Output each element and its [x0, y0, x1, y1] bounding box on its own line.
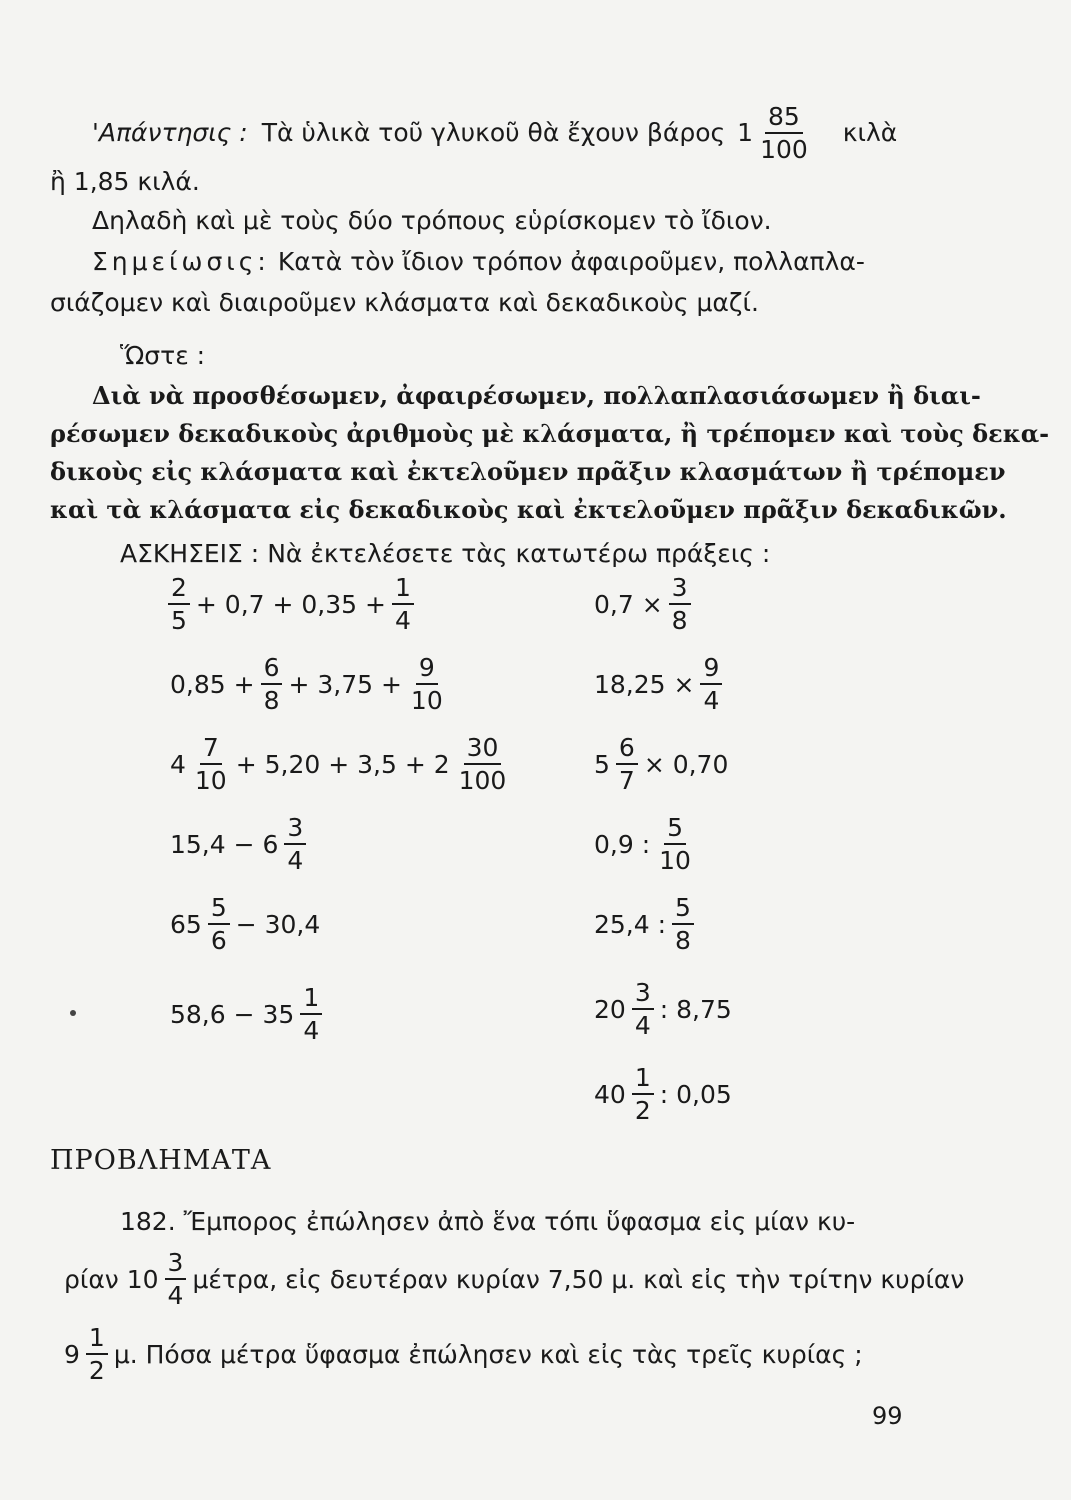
ex-l5-pre: 65	[170, 909, 202, 939]
answer-line-2: ἢ 1,85 κιλά.	[50, 167, 200, 196]
ex-r7-pre: 40	[594, 1079, 626, 1109]
exercise-left-4	[168, 815, 310, 873]
ex-r3-d1: 7	[618, 766, 635, 795]
exercise-left-6	[168, 985, 326, 1043]
ex-l2-n2: 9	[416, 655, 438, 685]
exercise-right-3	[592, 735, 730, 793]
answer-numerator: 85	[765, 104, 803, 134]
answer-unit: κιλὰ	[842, 118, 898, 147]
ex-r4-d1: 10	[659, 846, 691, 875]
problem-182-line-2	[62, 1250, 966, 1308]
ex-l4-pre: 15,4 − 6	[170, 829, 279, 859]
ex-r6-post: : 8,75	[659, 994, 732, 1024]
ex-l2-d1: 8	[263, 686, 280, 715]
ex-r7-post: : 0,05	[659, 1079, 732, 1109]
answer-text: Τὰ ὑλικὰ τοῦ γλυκοῦ θὰ ἔχουν βάρος	[261, 118, 726, 147]
ex-l6-pre: 58,6 − 35	[170, 999, 295, 1029]
ex-l1-mid: + 0,7 + 0,35 +	[195, 589, 386, 619]
exercise-right-6	[592, 980, 734, 1038]
ex-l2-mid: + 3,75 +	[288, 669, 402, 699]
ex-l4-n1: 3	[284, 815, 306, 845]
ex-r6-n1: 3	[632, 980, 654, 1010]
p182-l2-post: μέτρα, εἰς δευτέραν κυρίαν 7,50 μ. καὶ εἰς τὴν τρίτην κυρίαν	[192, 1264, 965, 1294]
exercise-right-1	[592, 575, 695, 633]
ex-l3-n1: 7	[200, 735, 222, 765]
note-line-2: σιάζομεν καὶ διαιροῦμεν κλάσματα καὶ δεκαδικοὺς μαζί.	[50, 288, 759, 317]
rule-line-2: ρέσωμεν δεκαδικοὺς ἀριθμοὺς μὲ κλάσματα, ἢ τρέπομεν καὶ τοὺς δεκα-	[50, 419, 1050, 448]
p182-l3-post: μ. Πόσα μέτρα ὕφασμα ἐπώλησεν καὶ εἰς τὰς τρεῖς κυρίας ;	[113, 1339, 863, 1369]
ex-r3-n1: 6	[616, 735, 638, 765]
ex-l5-post: − 30,4	[235, 909, 321, 939]
exercise-right-2	[592, 655, 726, 713]
ex-l2-n1: 6	[261, 655, 283, 685]
ex-l5-d1: 6	[210, 926, 227, 955]
ex-l3-d1: 10	[194, 766, 227, 795]
ex-l2-pre: 0,85 +	[170, 669, 255, 699]
ex-r7-n1: 1	[632, 1065, 654, 1095]
p182-l2-pre: ρίαν 10	[64, 1264, 159, 1294]
exercises-label: ΑΣΚΗΣΕΙΣ :	[120, 539, 260, 568]
ex-l6-d1: 4	[303, 1016, 320, 1045]
exercises-line	[120, 538, 770, 570]
ex-l3-n2: 30	[464, 735, 502, 765]
ex-l1-d1: 5	[171, 606, 187, 635]
ex-l2-d2: 10	[410, 686, 443, 715]
ex-l1-n2: 1	[392, 575, 414, 605]
ex-r1-n1: 3	[669, 575, 691, 605]
note-text-1: Κατὰ τὸν ἴδιον τρόπον ἀφαιροῦμεν, πολλαπλα-	[277, 247, 865, 276]
ex-r1-pre: 0,7 ×	[594, 589, 663, 619]
ex-l5-n1: 5	[208, 895, 230, 925]
exercise-right-5	[592, 895, 698, 953]
p182-l2-den: 4	[167, 1281, 184, 1310]
ex-l3-d2: 100	[458, 766, 507, 795]
ex-r7-d1: 2	[634, 1096, 651, 1125]
p182-l3-pre: 9	[64, 1339, 80, 1369]
ex-r6-d1: 4	[634, 1011, 651, 1040]
p182-l2-num: 3	[165, 1250, 187, 1280]
problems-heading: ΠΡΟΒΛΗΜΑΤΑ	[50, 1145, 272, 1176]
ex-r6-pre: 20	[594, 994, 626, 1024]
ex-r2-pre: 18,25 ×	[594, 669, 695, 699]
page-number: 99	[872, 1402, 903, 1430]
ex-l6-n1: 1	[300, 985, 322, 1015]
ex-r2-n1: 9	[700, 655, 722, 685]
answer-whole: 1	[737, 118, 754, 147]
answer-denominator: 100	[760, 135, 808, 164]
answer-line	[92, 104, 897, 162]
ex-r4-n1: 5	[664, 815, 686, 845]
exercise-left-2	[168, 655, 450, 713]
ex-l3-mid: + 5,20 + 3,5 + 2	[235, 749, 450, 779]
ex-r3-pre: 5	[594, 749, 610, 779]
ex-r3-post: × 0,70	[643, 749, 729, 779]
exercises-instruction: Νὰ ἐκτελέσετε τὰς κατωτέρω πράξεις :	[267, 539, 771, 568]
rule-line-3: δικοὺς εἰς κλάσματα καὶ ἐκτελοῦμεν πρᾶξιν κλασμάτων ἢ τρέπομεν	[50, 457, 1006, 486]
ex-l3-w1: 4	[170, 749, 186, 779]
answer-fraction	[757, 104, 811, 162]
ex-r5-n1: 5	[672, 895, 694, 925]
note-label: Σημείωσις:	[92, 247, 270, 276]
note-line-1	[92, 246, 865, 278]
ex-r1-d1: 8	[671, 606, 688, 635]
p182-l3-den: 2	[88, 1356, 105, 1385]
rule-line-1: Διὰ νὰ προσθέσωμεν, ἀφαιρέσωμεν, πολλαπλασιάσωμεν ἢ διαι-	[92, 381, 981, 410]
exercise-right-7	[592, 1065, 734, 1123]
ex-r5-d1: 8	[675, 926, 691, 955]
hence-label: Ὥστε :	[120, 341, 206, 370]
exercise-right-4	[592, 815, 698, 873]
rule-line-4: καὶ τὰ κλάσματα εἰς δεκαδικοὺς καὶ ἐκτελοῦμεν πρᾶξιν δεκαδικῶν.	[50, 495, 1007, 524]
ex-r4-pre: 0,9 :	[594, 829, 651, 859]
ink-dot	[70, 1010, 76, 1016]
problem-182-line-3	[62, 1325, 865, 1383]
ex-l1-d2: 4	[394, 606, 411, 635]
exercise-left-3	[168, 735, 513, 793]
ex-r5-pre: 25,4 :	[594, 909, 667, 939]
problem-182-line-1: 182. Ἔμπορος ἐπώλησεν ἀπὸ ἕνα τόπι ὕφασμα εἰς μίαν κυ-	[120, 1207, 856, 1236]
p182-l3-num: 1	[86, 1325, 108, 1355]
ex-l1-n1: 2	[168, 575, 190, 605]
answer-label: 'Απάντησις :	[92, 118, 248, 147]
exercise-left-1	[164, 575, 418, 633]
ex-l4-d1: 4	[287, 846, 304, 875]
ex-r2-d1: 4	[703, 686, 720, 715]
conclusion-line: Δηλαδὴ καὶ μὲ τοὺς δύο τρόπους εὑρίσκομεν τὸ ἴδιον.	[92, 206, 772, 235]
exercise-left-5	[168, 895, 322, 953]
